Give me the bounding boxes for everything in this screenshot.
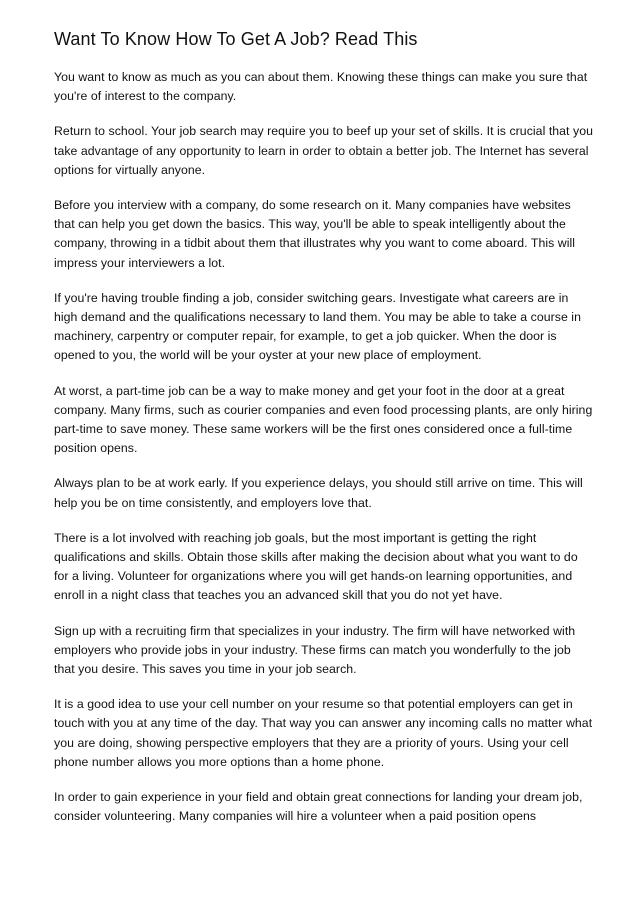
paragraph-9: It is a good idea to use your cell number on your resume so that potential employers can get in touch with you at any time of the day. That way you can answer any incoming calls no matter what you are doing, showing perspective employers that they are a priority of yours. Using your cell phone number allows you more options than a home phone. xyxy=(54,697,593,769)
paragraph-3: Before you interview with a company, do some research on it. Many companies have websites that can help you get down the basics. This way, you'll be able to speak intelligently about the company, throwing in a tidbit about them that illustrates why you want to come aboard. This will impress your interviewers a lot. xyxy=(54,198,576,270)
paragraph-4: If you're having trouble finding a job, consider switching gears. Investigate what careers are in high demand and the qualifications necessary to land them. You may be able to take a course in machinery, carpentry or computer repair, for example, to get a job quicker. When the door is opened to you, the world will be your oyster at your new place of employment. xyxy=(54,290,581,363)
article-body xyxy=(54,68,594,827)
paragraph-8: Sign up with a recruiting firm that specializes in your industry. The firm will have networked with employers who provide jobs in your industry. These firms can match you wonderfully to the job that you desire. This saves you time in your job search. xyxy=(54,623,576,677)
page-title: Want To Know How To Get A Job? Read This xyxy=(54,29,418,49)
document-page xyxy=(54,26,594,843)
paragraph-7: There is a lot involved with reaching job goals, but the most important is getting the right qualifications and skills. Obtain those skills after making the decision about what you want to do for a living. Volunteer for organizations where you will get hands-on learning opportunities, and enroll in a night class that teaches you an advanced skill that you do not yet have. xyxy=(54,530,578,603)
paragraph-5: At worst, a part-time job can be a way to make money and get your foot in the door at a great company. Many firms, such as courier companies and even food processing plants, are only hiring part-time to save money. These same workers will be the first ones considered once a full-time position opens. xyxy=(54,383,593,456)
paragraph-6: Always plan to be at work early. If you experience delays, you should still arrive on time. This will help you be on time consistently, and employers love that. xyxy=(54,476,583,510)
paragraph-10: In order to gain experience in your field and obtain great connections for landing your dream job, consider volunteering. Many companies will hire a volunteer when a paid position opens xyxy=(54,790,583,824)
paragraph-1: You want to know as much as you can about them. Knowing these things can make you sure that you're of interest to the company. xyxy=(54,70,588,104)
paragraph-2: Return to school. Your job search may require you to beef up your set of skills. It is crucial that you take advantage of any opportunity to learn in order to obtain a better job. The Internet has several options for virtually anyone. xyxy=(54,124,593,177)
